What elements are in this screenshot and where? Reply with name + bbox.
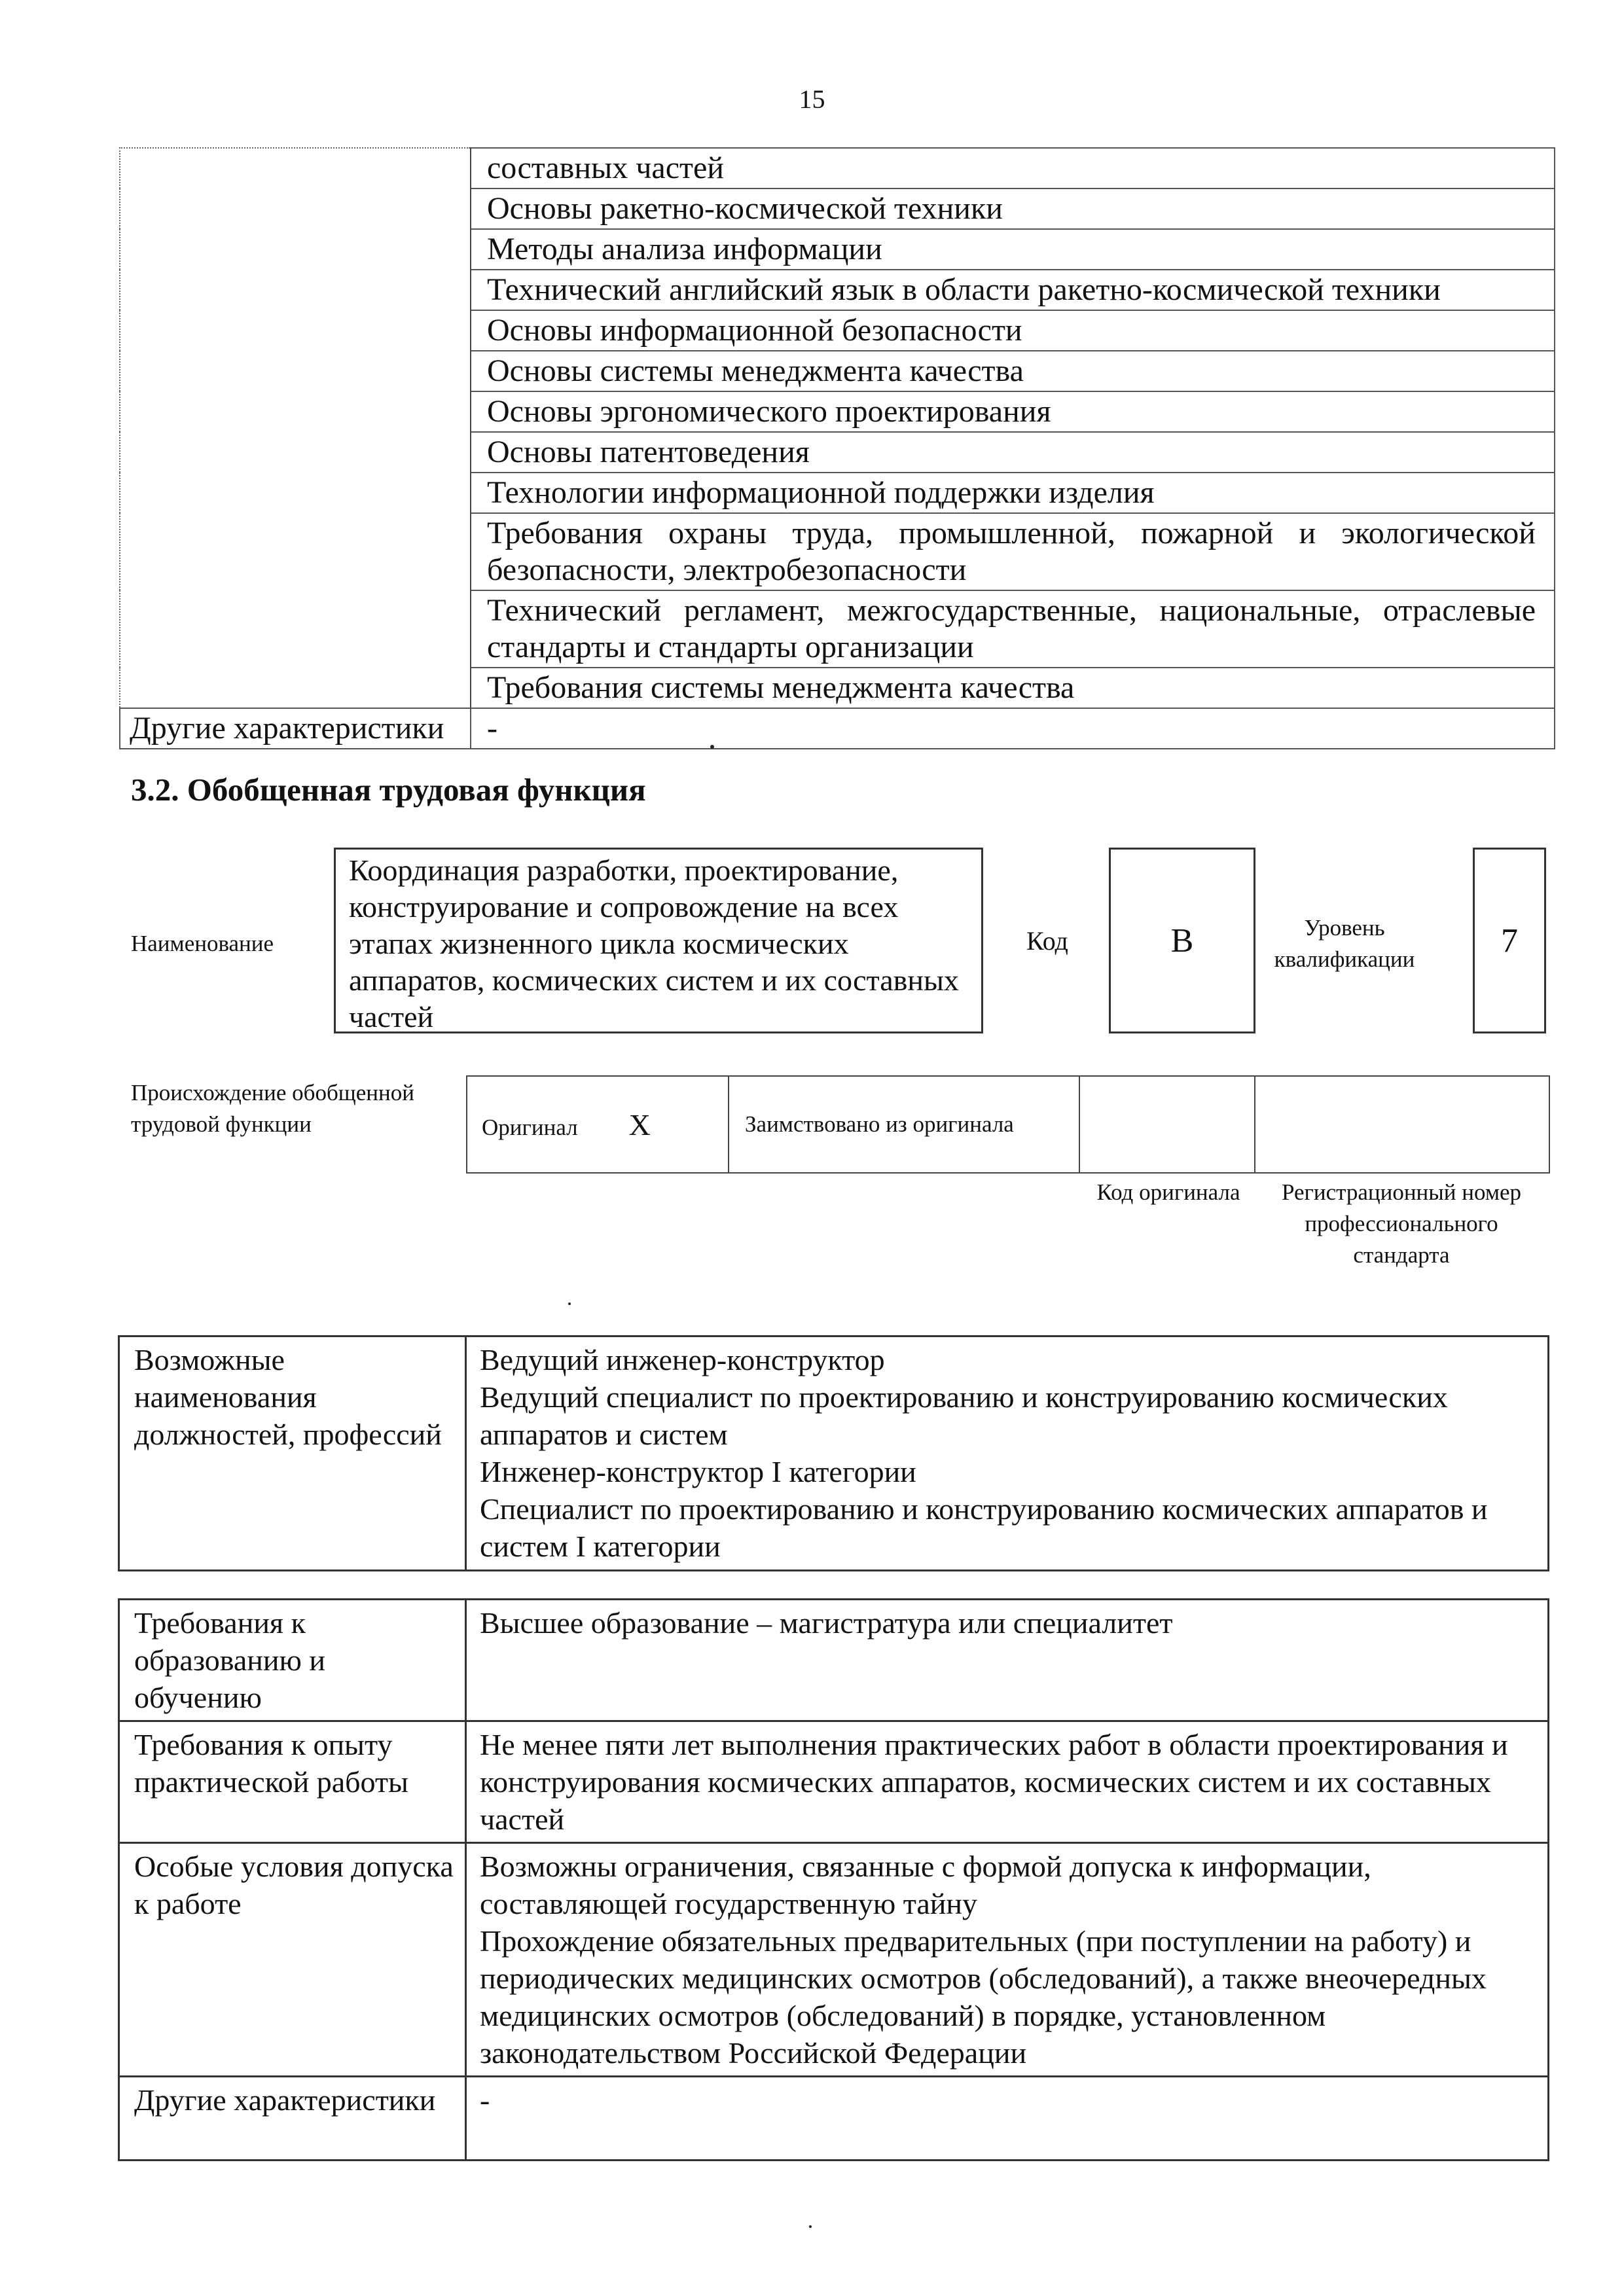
requirement-label: Особые условия допуска к работе: [119, 1843, 466, 2077]
function-name-box: Координация разработки, проектирование, конструирование и сопровождение на всех этапах жизненного цикла космических аппаратов, космических систем и их составных частей: [334, 848, 983, 1033]
table-row: [119, 1600, 1549, 1721]
knowledge-item: Методы анализа информации: [471, 229, 1555, 270]
origin-label: Происхождение обобщенной трудовой функции: [131, 1080, 414, 1137]
original-mark: X: [628, 1107, 651, 1141]
knowledge-item: Основы патентоведения: [471, 432, 1555, 473]
requirement-line: Возможны ограничения, связанные с формой допуска к информации, составляющей государственную тайну: [480, 1850, 1371, 1920]
knowledge-item: Требования охраны труда, промышленной, пожарной и экологической безопасности, электробезопасности: [471, 513, 1555, 590]
positions-label: Возможные наименования должностей, профессий: [119, 1336, 466, 1571]
section-heading: 3.2. Обобщенная трудовая функция: [131, 772, 646, 808]
registration-number-caption: Регистрационный номер профессионального стандарта: [1281, 1179, 1522, 1268]
knowledge-item: Требования системы менеджмента качества: [471, 668, 1555, 708]
requirement-label: Требования к образованию и обучению: [119, 1600, 466, 1721]
knowledge-item: Технический английский язык в области ракетно-космической техники: [471, 270, 1555, 310]
requirement-label: Требования к опыту практической работы: [119, 1721, 466, 1843]
positions-table: [118, 1335, 1549, 1571]
name-label: Наименование: [131, 931, 274, 956]
list-item: Ведущий инженер-конструктор: [480, 1343, 885, 1376]
list-item: Ведущий специалист по проектированию и конструированию космических аппаратов и систем: [480, 1380, 1448, 1451]
table-row: [467, 1076, 1549, 1173]
table-row: [120, 148, 1555, 188]
stray-dot: [809, 2225, 812, 2228]
borrowed-label: Заимствовано из оригинала: [729, 1076, 1079, 1173]
requirement-value: Высшее образование – магистратура или специалитет: [466, 1600, 1549, 1721]
table-row: [119, 1336, 1549, 1571]
requirement-value: -: [466, 2077, 1549, 2161]
list-item: Инженер-конструктор I категории: [480, 1455, 916, 1488]
knowledge-item: Основы ракетно-космической техники: [471, 188, 1555, 229]
knowledge-item: составных частей: [471, 148, 1555, 188]
knowledge-item: Технический регламент, межгосударственные, национальные, отраслевые стандарты и стандарты организации: [471, 590, 1555, 668]
requirement-value: Не менее пяти лет выполнения практических работ в области проектирования и конструирования космических аппаратов, космических систем и их составных частей: [466, 1721, 1549, 1843]
qualification-level-box: 7: [1473, 848, 1546, 1033]
knowledge-table: [119, 147, 1555, 749]
empty-label-cell: [120, 148, 471, 708]
table-row: [120, 708, 1555, 749]
code-label: Код: [1026, 926, 1068, 956]
list-item: Специалист по проектированию и конструированию космических аппаратов и систем I категории: [480, 1492, 1488, 1563]
requirements-table: [118, 1598, 1549, 2161]
stray-dot: [568, 1302, 571, 1305]
code-box: B: [1109, 848, 1255, 1033]
table-row: [119, 1843, 1549, 2077]
knowledge-item: Технологии информационной поддержки изделия: [471, 473, 1555, 513]
original-cell: [467, 1076, 729, 1173]
qualification-level-label: Уровень квалификации: [1274, 915, 1415, 972]
knowledge-item: Основы информационной безопасности: [471, 310, 1555, 351]
requirement-label: Другие характеристики: [119, 2077, 466, 2161]
knowledge-item: Основы эргономического проектирования: [471, 391, 1555, 432]
positions-list: [466, 1336, 1549, 1571]
original-code-cell: [1079, 1076, 1255, 1173]
stray-dot: [710, 745, 714, 749]
requirement-line: Прохождение обязательных предварительных (при поступлении на работу) и периодических медицинских осмотров (обследований), а также внеочередных медицинских осмотров (обследований) в порядке, установленном законодательством Российской Федерации: [480, 1924, 1487, 2070]
table-row: [119, 2077, 1549, 2161]
knowledge-item: Основы системы менеджмента качества: [471, 351, 1555, 391]
registration-number-cell: [1255, 1076, 1549, 1173]
other-characteristics-label: Другие характеристики: [120, 708, 471, 749]
requirement-value: [466, 1843, 1549, 2077]
original-label: Оригинал: [482, 1114, 578, 1140]
origin-table: [466, 1075, 1550, 1174]
original-code-caption: Код оригинала: [1096, 1179, 1240, 1205]
table-row: [119, 1721, 1549, 1843]
other-characteristics-value: -: [471, 708, 1555, 749]
page-number: 15: [799, 84, 825, 114]
